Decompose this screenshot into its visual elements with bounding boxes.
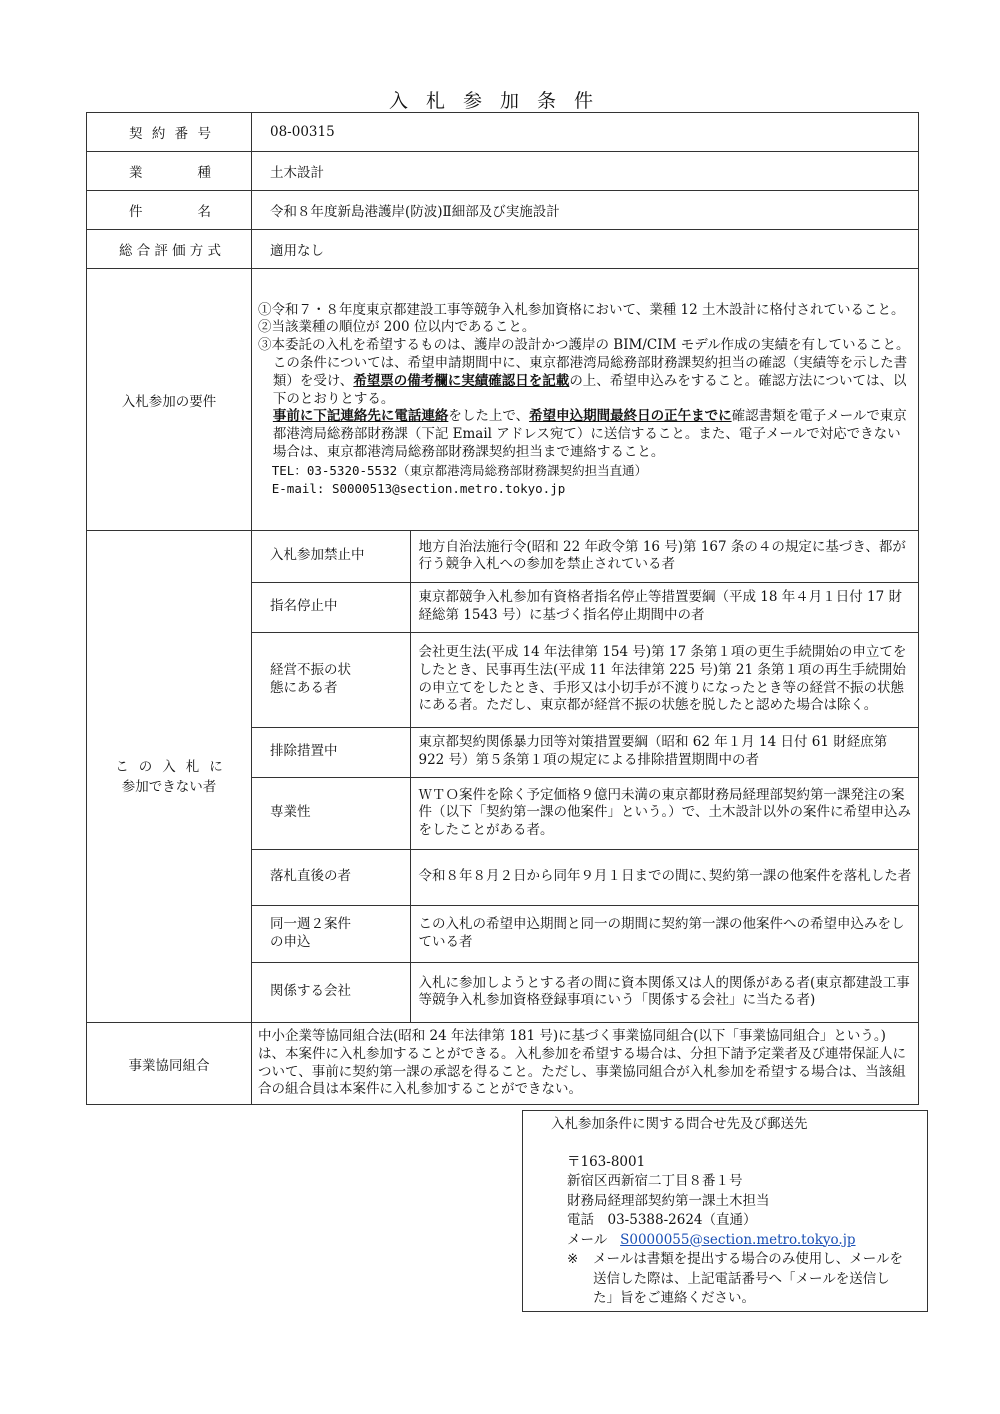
contact-body: [523, 1135, 927, 1309]
requirement-email: E-mail: S0000513@section.metro.tokyo.jp: [271, 480, 566, 496]
excluded-item-name: 指名停止中: [252, 582, 410, 632]
row-requirements: [87, 269, 919, 531]
contact-heading: 入札参加条件に関する問合せ先及び郵送先: [551, 1116, 808, 1132]
excluded-row: [252, 582, 918, 632]
excluded-item-name: 入札参加禁止中: [252, 531, 410, 582]
union-label: 事業協同組合: [87, 1023, 252, 1105]
excluded-item-name: 落札直後の者: [252, 849, 410, 905]
excluded-item-desc: 東京都契約関係暴力団等対策措置要綱（昭和 62 年１月 14 日付 61 財経庶第 922 号）第５条第１項の規定による排除措置期間中の者: [410, 727, 918, 777]
excluded-row: [252, 962, 918, 1022]
excluded-row: [252, 849, 918, 905]
excluded-subtable: [252, 531, 918, 1022]
excluded-label-line2: 参加できない者: [121, 778, 217, 795]
excluded-item-desc: 入札に参加しようとする者の間に資本関係又は人的関係がある者(東京都建設工事等競争入札参加資格登録事項にいう「関係する会社」に当たる者): [410, 962, 918, 1022]
excluded-item-desc: この入札の希望申込期間と同一の期間に契約第一課の他案件への希望申込みをしている者: [410, 905, 918, 962]
excluded-item-desc: 東京都競争入札参加有資格者指名停止等措置要綱（平成 18 年４月１日付 17 財経総第 1543 号）に基づく指名停止期間中の者: [410, 582, 918, 632]
row-case-name: [87, 191, 919, 230]
excluded-row: [252, 905, 918, 962]
excluded-row: [252, 727, 918, 777]
submission-text-d: 確認書類を電子メールで東京都港湾局総務部財務課（下記 Email アドレス宛て）に送信すること。また、電子メールで対応できない場合は、東京都港湾局総務部財務課契約担当まで連絡すること。: [272, 408, 907, 460]
requirements-label: 入札参加の要件: [87, 269, 252, 531]
requirement-item-2: ②当該業種の順位が 200 位以内であること。: [258, 319, 536, 336]
contract-no-value: 08-00315: [252, 113, 919, 152]
excluded-row: [252, 632, 918, 727]
requirement-tel: TEL：03-5320-5532（東京都港湾局総務部財務課契約担当直通）: [271, 462, 648, 478]
excluded-item-name: 専業性: [252, 777, 410, 849]
contact-dept: 財務局経理部契約第一課土木担当: [567, 1192, 770, 1209]
note-text: メールは書類を提出する場合のみ使用し、メールを送信した際は、上記電話番号へ「メールを送信した」旨をご連絡ください。: [593, 1251, 903, 1306]
submission-emphasis-c: 希望申込期間最終日の正午までに: [529, 408, 732, 425]
evaluation-label: 総合評価方式: [87, 230, 252, 269]
contact-mail-link[interactable]: S0000055@section.metro.tokyo.jp: [620, 1231, 856, 1248]
excluded-item-desc: 地方自治法施行令(昭和 22 年政令第 16 号)第 167 条の４の規定に基づき、都が行う競争入札への参加を禁止されている者: [410, 531, 918, 582]
requirement-item-1: ①令和７・８年度東京都建設工事等競争入札参加資格において、業種 12 土木設計に格付されていること。: [258, 301, 905, 318]
excluded-label: [87, 531, 252, 1023]
excluded-subtable-cell: [252, 531, 919, 1023]
excluded-item-desc: ＷＴＯ案件を除く予定価格９億円未満の東京都財務局経理部契約第一課発注の案件（以下「契約第一課の他案件」という。）で、土木設計以外の案件に希望申込みをしたことがある者。: [410, 777, 918, 849]
excluded-item-name: 排除措置中: [252, 727, 410, 777]
union-text: 中小企業等協同組合法(昭和 24 年法律第 181 号)に基づく事業協同組合(以下「事業協同組合」という。)は、本案件に入札参加することができる。入札参加を希望する場合は、分担下請予定業者及び連帯保証人について、事前に契約第一課の承認を得ること。ただし、事業協同組合が入札参加を希望する場合は、当該組合の組合員は本案件に入札参加することができない。: [252, 1023, 919, 1105]
row-excluded: [87, 531, 919, 1023]
evaluation-value: 適用なし: [252, 230, 919, 269]
industry-value: 土木設計: [252, 152, 919, 191]
confirmation-emphasis: 希望票の備考欄に実績確認日を記載: [353, 372, 570, 389]
excluded-item-name: 同一週２案件の申込: [252, 905, 410, 962]
row-union: [87, 1023, 919, 1105]
excluded-item-desc: 令和８年８月２日から同年９月１日までの間に､契約第一課の他案件を落札した者: [410, 849, 918, 905]
page-title: 入札参加条件: [388, 90, 611, 112]
contact-mail-label: メール: [567, 1231, 608, 1248]
note-mark: ※: [567, 1251, 579, 1267]
requirements-content: [252, 269, 919, 531]
contact-postal: 〒163-8001: [567, 1153, 646, 1170]
confirmation-text-c: の上、希望申込みをすること。確認方法については、以下のとおりとする。: [272, 372, 907, 407]
excluded-item-desc: 会社更生法(平成 14 年法律第 154 号)第 17 条第１項の更生手続開始の申立てをしたとき、民事再生法(平成 11 年法律第 225 号)第 21 条第１項の再生手続開始の申立てをしたとき、手形又は小切手が不渡りになったとき等の経営不振の状態にある者。ただし、東京都が経営不振の状態を脱したと認めた場合は除く。: [410, 632, 918, 727]
contact-mail-row: [567, 1231, 927, 1251]
excluded-row: [252, 531, 918, 582]
excluded-label-line1: この入札に: [115, 758, 233, 775]
excluded-item-name: 関係する会社: [252, 962, 410, 1022]
contact-box: [522, 1110, 928, 1312]
case-name-label: 件名: [87, 191, 252, 230]
contact-note: [567, 1250, 927, 1309]
row-evaluation: [87, 230, 919, 269]
confirmation-text-a: この条件については、希望申請期間中に、東京都港湾局総務部財務課契約担当の確認（実績等を示した書類）を受け、: [272, 355, 908, 389]
contract-no-label: 契約番号: [87, 113, 252, 152]
submission-emphasis-a: 事前に下記連絡先に電話連絡: [272, 408, 449, 425]
contact-address: 新宿区西新宿二丁目８番１号: [567, 1173, 743, 1189]
excluded-item-name: 経営不振の状態にある者: [252, 632, 410, 727]
requirement-item-3: ③本委託の入札を希望するものは、護岸の設計かつ護岸の BIM/CIM モデル作成の実績を有していること。: [258, 337, 910, 354]
row-industry: [87, 152, 919, 191]
case-name-value: 令和８年度新島港護岸(防波)Ⅱ細部及び実施設計: [252, 191, 919, 230]
excluded-row: [252, 777, 918, 849]
submission-text-b: をした上で、: [448, 408, 530, 425]
contact-phone: 電話 03-5388-2624（直通）: [567, 1212, 757, 1228]
row-contract-no: [87, 113, 919, 152]
conditions-table: [86, 112, 919, 1105]
requirement-submission-text: [258, 408, 912, 461]
requirement-confirmation-text: [258, 355, 912, 408]
industry-label: 業種: [87, 152, 252, 191]
